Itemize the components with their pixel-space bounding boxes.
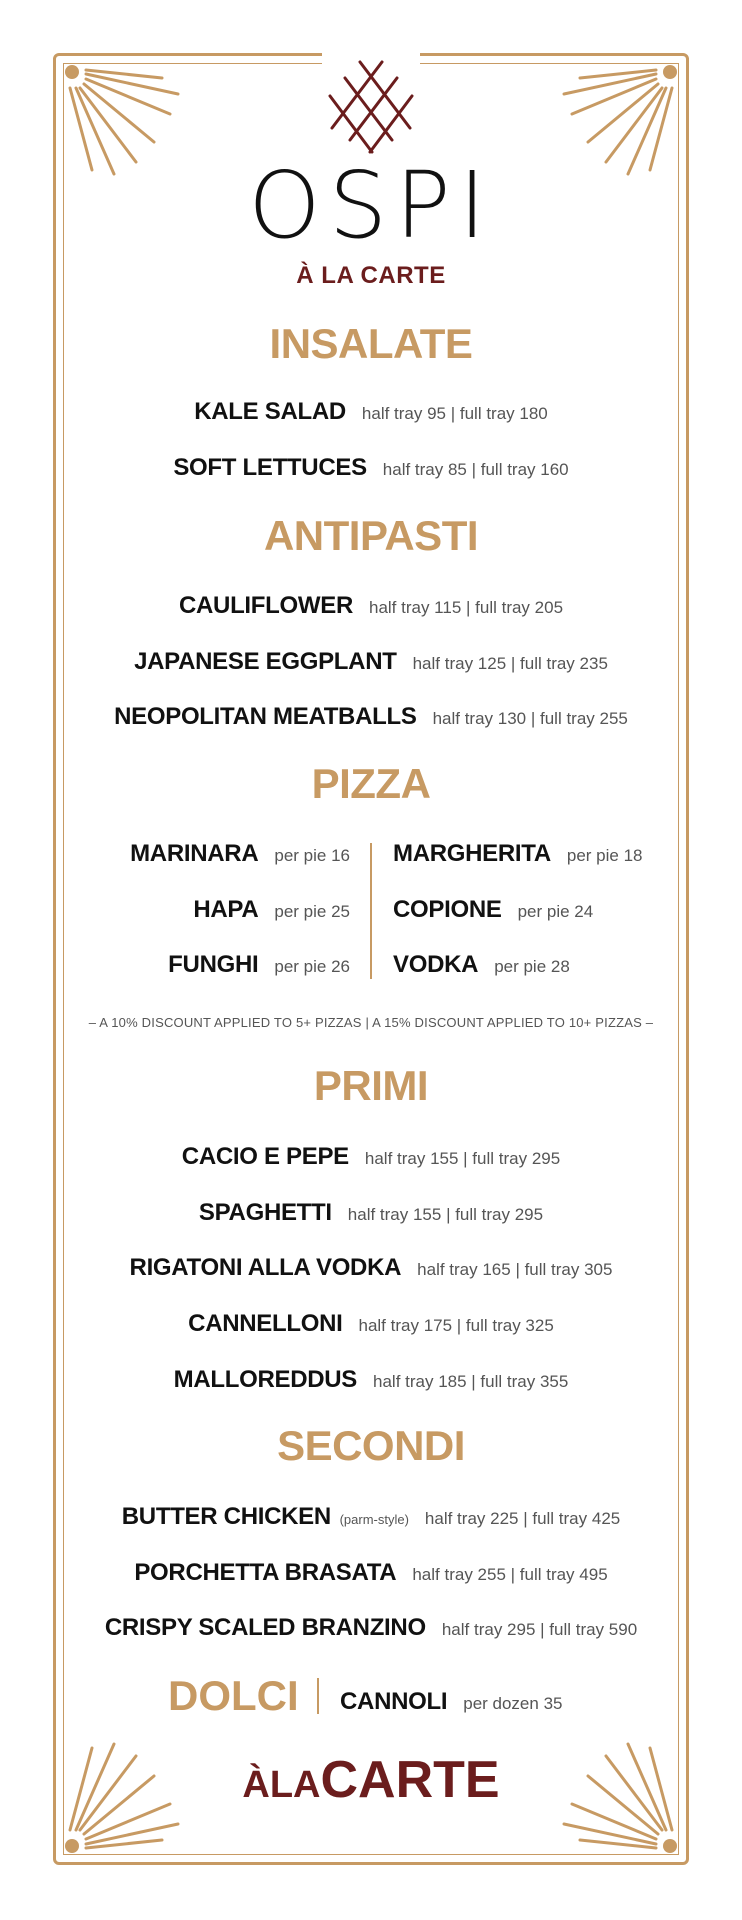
menu-item xyxy=(0,1143,742,1171)
item-name: KALE SALAD xyxy=(194,398,346,425)
item-price: per pie 26 xyxy=(274,957,350,976)
menu-subtitle: À LA CARTE xyxy=(296,262,446,289)
menu-item xyxy=(0,1366,742,1394)
footer-brand-small: ÀLA xyxy=(242,1764,321,1806)
item-name: NEOPOLITAN MEATBALLS xyxy=(114,703,417,730)
pizza-item xyxy=(393,951,570,979)
lattice-logo-icon xyxy=(326,56,416,156)
item-price: half tray 85 | full tray 160 xyxy=(382,460,569,479)
item-price: half tray 115 | full tray 205 xyxy=(368,598,564,617)
pizza-item xyxy=(393,840,643,868)
item-price: half tray 255 | full tray 495 xyxy=(412,1565,608,1584)
menu-item xyxy=(0,648,742,676)
pizza-item xyxy=(70,840,350,868)
item-price: half tray 225 | full tray 425 xyxy=(424,1509,621,1528)
section-title-primi: PRIMI xyxy=(313,1062,429,1109)
section-title-antipasti: ANTIPASTI xyxy=(263,512,479,559)
menu-item xyxy=(0,454,742,482)
restaurant-logo: OSPI xyxy=(248,152,494,259)
item-name: BUTTER CHICKEN xyxy=(121,1503,331,1530)
menu-item xyxy=(0,1559,742,1587)
item-name: SPAGHETTI xyxy=(198,1199,332,1226)
menu-item xyxy=(0,1614,742,1642)
item-note: (parm-style) xyxy=(339,1512,409,1527)
item-name: SOFT LETTUCES xyxy=(173,454,367,481)
section-title-dolci: DOLCI xyxy=(168,1672,299,1719)
footer-brand xyxy=(0,1751,742,1809)
menu-item xyxy=(0,1254,742,1282)
item-price: half tray 125 | full tray 235 xyxy=(412,654,608,673)
item-price: half tray 95 | full tray 180 xyxy=(361,404,548,423)
item-name: COPIONE xyxy=(393,896,502,923)
item-price: per pie 16 xyxy=(274,846,350,865)
pizza-discount-note: – A 10% DISCOUNT APPLIED TO 5+ PIZZAS | A 15% DISCOUNT APPLIED TO 10+ PIZZAS – xyxy=(88,1015,654,1030)
item-name: VODKA xyxy=(393,951,479,978)
item-name: CRISPY SCALED BRANZINO xyxy=(104,1614,426,1641)
pizza-item xyxy=(70,896,350,924)
dolci-divider xyxy=(317,1678,319,1714)
item-name: MARINARA xyxy=(130,840,259,867)
item-name: CANNOLI xyxy=(340,1688,448,1715)
item-price: per pie 28 xyxy=(494,957,570,976)
menu-item xyxy=(0,398,742,426)
pizza-item xyxy=(393,896,593,924)
menu-item xyxy=(0,1310,742,1338)
item-price: per pie 25 xyxy=(274,902,350,921)
item-name: PORCHETTA BRASATA xyxy=(134,1559,397,1586)
item-price: half tray 130 | full tray 255 xyxy=(432,709,628,728)
footer-brand-big: CARTE xyxy=(320,1751,500,1809)
item-price: per dozen 35 xyxy=(463,1694,563,1713)
item-name: RIGATONI ALLA VODKA xyxy=(129,1254,402,1281)
item-price: half tray 185 | full tray 355 xyxy=(373,1372,569,1391)
menu-item xyxy=(0,592,742,620)
item-name: JAPANESE EGGPLANT xyxy=(134,648,397,675)
item-name: CAULIFLOWER xyxy=(178,592,353,619)
menu-item xyxy=(0,1199,742,1227)
item-name: FUNGHI xyxy=(168,951,259,978)
item-price: half tray 295 | full tray 590 xyxy=(441,1620,638,1639)
section-title-insalate: INSALATE xyxy=(269,320,473,367)
pizza-item xyxy=(70,951,350,979)
item-name: CACIO E PEPE xyxy=(181,1143,349,1170)
menu-item xyxy=(0,1503,742,1531)
item-price: half tray 165 | full tray 305 xyxy=(417,1260,613,1279)
item-price: half tray 155 | full tray 295 xyxy=(364,1149,561,1168)
pizza-column-divider xyxy=(370,843,372,979)
item-name: HAPA xyxy=(193,896,259,923)
item-price: per pie 24 xyxy=(517,902,594,921)
item-name: MALLOREDDUS xyxy=(173,1366,358,1393)
menu-item xyxy=(0,703,742,731)
menu-item xyxy=(340,1688,562,1716)
item-price: half tray 155 | full tray 295 xyxy=(347,1205,544,1224)
item-price: per pie 18 xyxy=(566,846,643,865)
section-title-secondi: SECONDI xyxy=(277,1422,465,1469)
item-price: half tray 175 | full tray 325 xyxy=(358,1316,554,1335)
item-name: MARGHERITA xyxy=(393,840,551,867)
item-name: CANNELLONI xyxy=(188,1310,343,1337)
section-title-pizza: PIZZA xyxy=(311,760,431,807)
